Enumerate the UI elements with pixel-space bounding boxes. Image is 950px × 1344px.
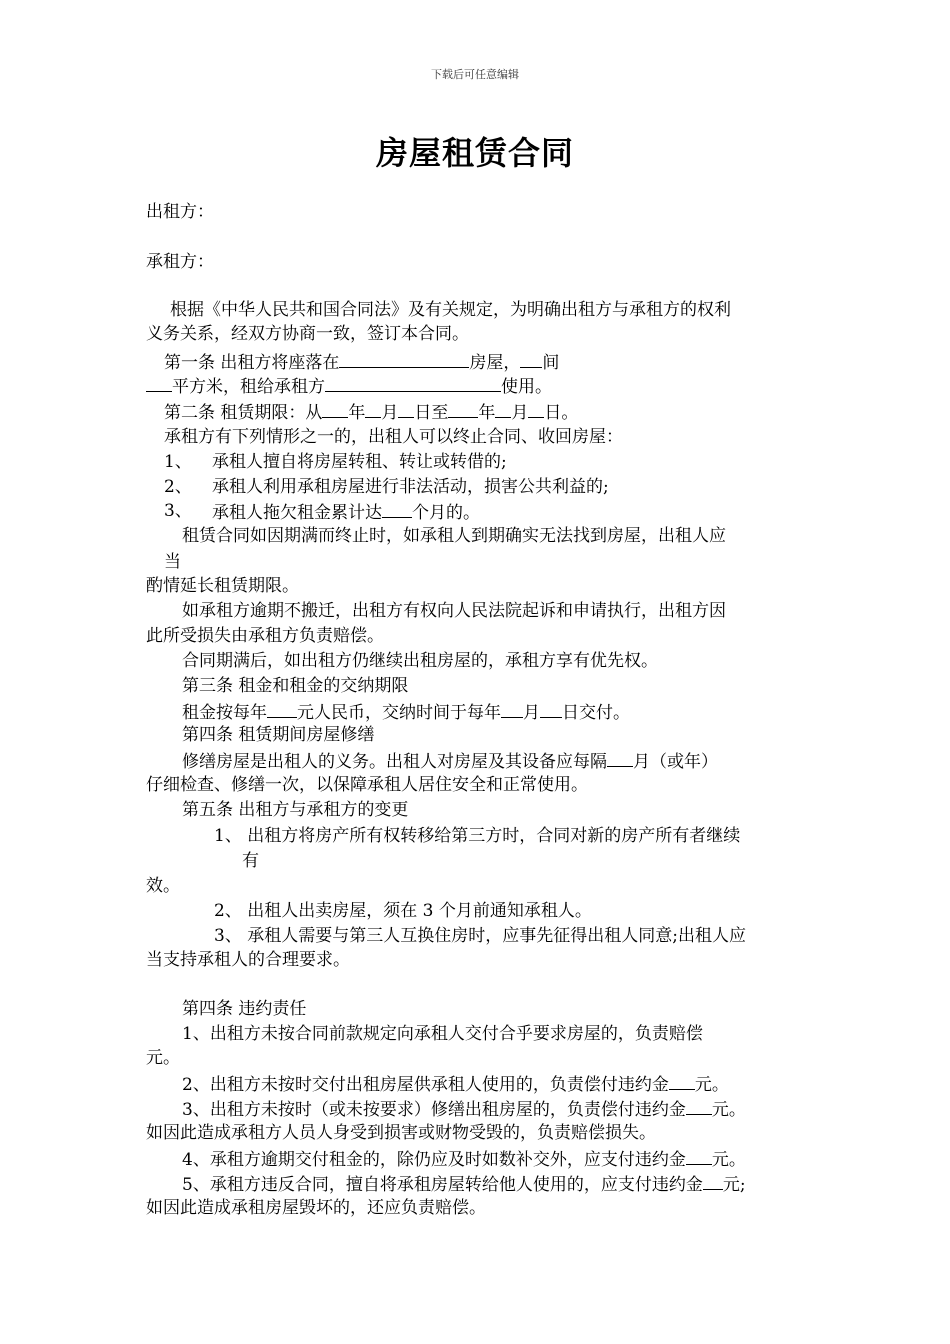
- liability-text: 元。: [694, 1075, 729, 1095]
- rooms-blank[interactable]: [520, 349, 542, 368]
- article-2-text: 年: [478, 403, 496, 423]
- liability-3: [182, 1096, 746, 1122]
- termination-item: 承租人利用承租房屋进行非法活动，损害公共利益的;: [212, 477, 609, 497]
- article-3-text: 租金按每年: [182, 703, 267, 723]
- penalty-blank[interactable]: [669, 1071, 695, 1090]
- liability-4: [182, 1146, 746, 1172]
- repair-interval-blank[interactable]: [607, 748, 633, 767]
- article-2-text: 年: [348, 403, 366, 423]
- penalty-blank[interactable]: [703, 1171, 723, 1190]
- article-4-text: 修缮房屋是出租人的义务。出租人对房屋及其设备应每隔: [182, 752, 607, 772]
- article-5-title: 第五条 出租方与承租方的变更: [182, 800, 409, 820]
- area-blank[interactable]: [146, 373, 172, 392]
- penalty-blank[interactable]: [686, 1096, 712, 1115]
- lessee-label: 承租方：: [146, 252, 214, 272]
- article-3-text: 月: [523, 703, 540, 723]
- article-4-line-1: [182, 748, 718, 774]
- liability-text: 元。: [711, 1100, 746, 1120]
- liability-1-line-2: 元。: [146, 1048, 180, 1068]
- expiry-line-3: 酌情延长租赁期限。: [146, 576, 299, 596]
- article-1-line-1: [164, 349, 559, 375]
- start-month-blank[interactable]: [365, 399, 381, 418]
- liability-2: [182, 1071, 729, 1097]
- expiry-line-2: 当: [164, 552, 181, 572]
- priority-clause: 合同期满后，如出租方仍继续出租房屋的，承租方享有优先权。: [182, 651, 658, 671]
- termination-item-number: 2、: [164, 477, 192, 497]
- liability-text: 4、承租方逾期交付租金的，除仍应及时如数补交外，应支付违约金: [182, 1150, 686, 1170]
- penalty-blank[interactable]: [686, 1146, 712, 1165]
- liability-title: 第四条 违约责任: [182, 999, 307, 1019]
- article-5-item-1-line-2: 有: [242, 851, 259, 871]
- intro-line-2: 义务关系，经双方协商一致，签订本合同。: [146, 324, 469, 344]
- termination-item-number: 1、: [164, 452, 192, 472]
- overdue-line-1: 如承租方逾期不搬迁，出租方有权向人民法院起诉和申请执行，出租方因: [182, 601, 726, 621]
- end-year-blank[interactable]: [448, 399, 478, 418]
- termination-item: [212, 499, 480, 525]
- article-3-title: 第三条 租金和租金的交纳期限: [182, 676, 409, 696]
- start-year-blank[interactable]: [322, 399, 348, 418]
- article-1-text: 房屋，: [469, 353, 521, 373]
- liability-3-line-2: 如因此造成承租方人员人身受到损害或财物受毁的，负责赔偿损失。: [146, 1123, 656, 1143]
- liability-text: 5、承租方违反合同，擅自将承租房屋转给他人使用的，应支付违约金: [182, 1175, 703, 1195]
- page-header: 下载后可任意编辑: [431, 68, 519, 81]
- article-2-text: 日。: [544, 403, 579, 423]
- article-5-item-1-line-1: 1、 出租方将房产所有权转移给第三方时，合同对新的房产所有者继续: [214, 826, 741, 846]
- termination-item-number: 3、: [164, 501, 192, 521]
- article-4-text: 月（或年）: [633, 752, 718, 772]
- termination-item-text: 个月的。: [412, 503, 480, 523]
- article-3-text: 元人民币，交纳时间于每年: [297, 703, 501, 723]
- article-2-text: 第二条 租赁期限：从: [164, 403, 323, 423]
- liability-5: [182, 1171, 746, 1197]
- article-5-item-1-line-3: 效。: [146, 876, 180, 896]
- document-title: 房屋租赁合同: [375, 134, 574, 172]
- article-4-line-2: 仔细检查、修缮一次，以保障承租人居住安全和正常使用。: [146, 775, 588, 795]
- end-month-blank[interactable]: [495, 399, 511, 418]
- termination-item-text: 承租人拖欠租金累计达: [212, 503, 382, 523]
- liability-text: 元。: [711, 1150, 746, 1170]
- start-day-blank[interactable]: [398, 399, 414, 418]
- article-5-item-3-line-1: 3、 承租人需要与第三人互换住房时，应事先征得出租人同意;出租人应: [214, 926, 746, 946]
- article-2: [164, 399, 578, 425]
- article-3-text: 日交付。: [562, 703, 630, 723]
- liability-text: 2、出租方未按时交付出租房屋供承租人使用的，负责偿付违约金: [182, 1075, 669, 1095]
- article-1-line-2: [146, 373, 552, 399]
- article-1-text: 第一条 出租方将座落在: [164, 353, 340, 373]
- intro-line-1: 根据《中华人民共和国合同法》及有关规定，为明确出租方与承租方的权利: [170, 300, 731, 320]
- liability-text: 元;: [722, 1175, 746, 1195]
- article-5-item-3-line-2: 当支持承租人的合理要求。: [146, 950, 350, 970]
- location-blank[interactable]: [339, 349, 469, 368]
- article-2-text: 月: [511, 403, 529, 423]
- article-3-body: [182, 699, 630, 725]
- article-1-text: 平方米，租给承租方: [172, 377, 325, 397]
- rent-amount-blank[interactable]: [267, 699, 297, 718]
- lessor-label: 出租方：: [146, 202, 214, 222]
- liability-1-line-1: 1、出租方未按合同前款规定向承租人交付合乎要求房屋的，负责赔偿: [182, 1024, 703, 1044]
- article-4-title: 第四条 租赁期间房屋修缮: [182, 725, 375, 745]
- article-1-text: 使用。: [501, 377, 552, 397]
- end-day-blank[interactable]: [528, 399, 544, 418]
- payment-day-blank[interactable]: [540, 699, 562, 718]
- expiry-line-1: 租赁合同如因期满而终止时，如承租人到期确实无法找到房屋，出租人应: [182, 526, 726, 546]
- liability-5-line-2: 如因此造成承租房屋毁坏的，还应负责赔偿。: [146, 1198, 486, 1218]
- article-2-text: 日至: [414, 403, 449, 423]
- termination-item: 承租人擅自将房屋转租、转让或转借的;: [212, 452, 507, 472]
- article-1-text: 间: [542, 353, 560, 373]
- payment-month-blank[interactable]: [501, 699, 523, 718]
- months-blank[interactable]: [382, 499, 412, 518]
- article-2-text: 月: [381, 403, 399, 423]
- liability-text: 3、出租方未按时（或未按要求）修缮出租房屋的，负责偿付违约金: [182, 1100, 686, 1120]
- termination-intro: 承租方有下列情形之一的，出租人可以终止合同、收回房屋：: [164, 427, 623, 447]
- article-5-item-2: 2、 出租人出卖房屋，须在 3 个月前通知承租人。: [214, 901, 592, 921]
- usage-blank[interactable]: [325, 373, 501, 392]
- overdue-line-2: 此所受损失由承租方负责赔偿。: [146, 626, 384, 646]
